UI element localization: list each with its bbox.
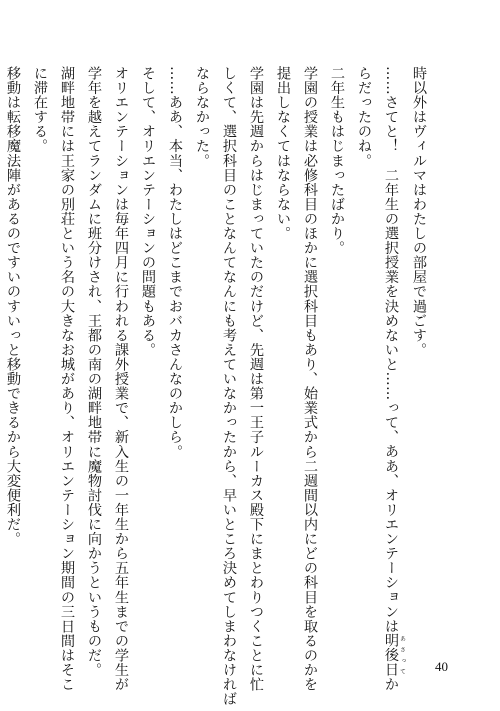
text-line-segment: ……さてと！ 二年生の選択授業を決めないと……って、ああ、オリエンテーションは bbox=[383, 66, 399, 634]
vertical-body-text bbox=[0, 66, 432, 707]
text-line: ……ああ、本当、わたしはどこまでおバカさんなのかしら。 bbox=[167, 66, 183, 459]
text-line-tail: か bbox=[383, 677, 399, 692]
ruby-base: 明後日 bbox=[383, 633, 399, 678]
text-line: しくて、選択科目のことなんてなんにも考えていなかったから、早いところ決めてしまわなければ bbox=[221, 66, 237, 707]
text-line: 学園の授業は必修科目のほかに選択科目もあり、始業式から二週間以内にどの科目を取るのかを bbox=[302, 66, 318, 692]
text-line-with-ruby bbox=[377, 66, 406, 692]
text-line: 提出しなくてはならない。 bbox=[275, 66, 291, 241]
text-line: 学年を越えてランダムに班分けされ、王都の南の湖畔地帯に魔物討伐に向かうというものだ。 bbox=[86, 66, 102, 678]
ruby-reading: あさって bbox=[398, 633, 406, 678]
text-line: オリエンテーションは毎年四月に行われる課外授業で、新入生の一年生から五年生までの学生が bbox=[113, 66, 129, 692]
text-line: 二年生もはじまったばかり。 bbox=[329, 66, 345, 256]
text-line: らだったのね。 bbox=[356, 66, 372, 168]
text-line: 時以外はヴィルマはわたしの部屋で過ごす。 bbox=[411, 66, 427, 357]
text-line: に滞在する。 bbox=[32, 66, 48, 154]
text-line: そして、オリエンテーションの問題もある。 bbox=[140, 66, 156, 357]
text-line: 湖畔地帯には王家の別荘という名の大きなお城があり、オリエンテーション期間の三日間はそこ bbox=[59, 66, 75, 692]
ruby-annotation bbox=[383, 633, 406, 678]
text-line: ならなかった。 bbox=[194, 66, 210, 168]
page-number: 40 bbox=[435, 659, 448, 674]
text-line: 移動は転移魔法陣があるのですいのすいっと移動できるから大変便利だ。 bbox=[5, 66, 21, 547]
text-line: 学園は先週からはじまっていたのだけど、先週は第一王子ルーカス殿下にまとわりつくことに忙 bbox=[248, 66, 264, 692]
